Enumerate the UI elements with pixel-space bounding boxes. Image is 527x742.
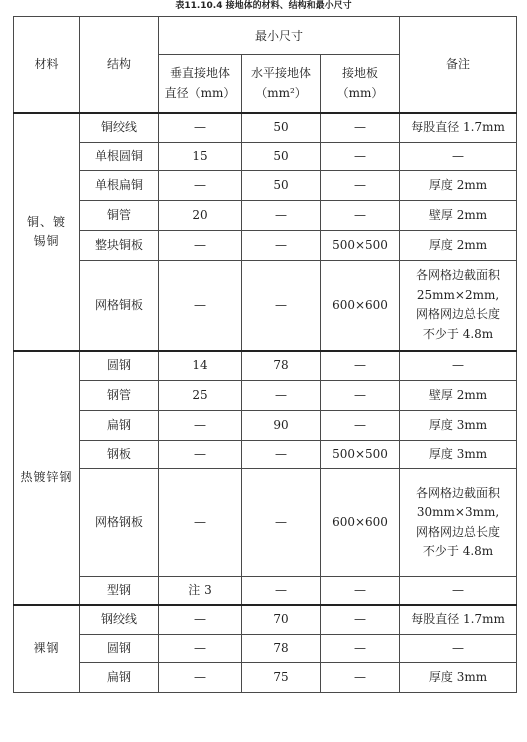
- material-cell: [14, 351, 80, 605]
- remark-line: 壁厚 2mm: [428, 388, 488, 402]
- structure-cell: 圆钢: [80, 351, 159, 381]
- vertical-diameter-cell: 20: [159, 201, 242, 231]
- vertical-diameter-cell: 15: [159, 143, 242, 171]
- grounding-spec-table: [13, 16, 517, 693]
- remark-line: —: [452, 358, 465, 373]
- header-remark: 备注: [400, 17, 517, 113]
- structure-cell: 单根圆铜: [80, 143, 159, 171]
- structure-cell: 网格铜板: [80, 261, 159, 351]
- remark-line: 厚度 2mm: [428, 238, 488, 252]
- remark-line: 厚度 3mm: [428, 418, 488, 432]
- table-row: [14, 441, 517, 469]
- remark-cell: [400, 171, 517, 201]
- structure-cell: 型钢: [80, 577, 159, 605]
- plate-size-cell: 600×600: [321, 469, 400, 577]
- remark-cell: [400, 635, 517, 663]
- horizontal-area-cell: 70: [242, 605, 321, 635]
- plate-size-cell: —: [321, 201, 400, 231]
- remark-cell: [400, 381, 517, 411]
- plate-size-cell: —: [321, 143, 400, 171]
- table-row: [14, 605, 517, 635]
- remark-line: 每股直径 1.7mm: [411, 612, 505, 627]
- table-row: [14, 469, 517, 577]
- horizontal-area-cell: 78: [242, 351, 321, 381]
- plate-size-cell: —: [321, 411, 400, 441]
- horizontal-area-cell: 50: [242, 171, 321, 201]
- material-line1: 裸钢: [33, 641, 60, 656]
- material-cell: [14, 113, 80, 351]
- remark-cell: [400, 231, 517, 261]
- remark-line: 厚度 3mm: [428, 670, 488, 684]
- table-row: [14, 411, 517, 441]
- remark-cell: [400, 577, 517, 605]
- structure-cell: 圆钢: [80, 635, 159, 663]
- structure-cell: 铜绞线: [80, 113, 159, 143]
- remark-line: 不少于 4.8m: [422, 326, 494, 341]
- header-plate-line1: 接地板: [342, 66, 379, 81]
- material-line1: 铜、镀: [26, 214, 66, 229]
- header-vertical-line2: 直径（mm）: [164, 86, 236, 101]
- structure-cell: 钢绞线: [80, 605, 159, 635]
- structure-cell: 整块铜板: [80, 231, 159, 261]
- remark-line: 网格网边总长度: [416, 524, 501, 539]
- structure-cell: 钢板: [80, 441, 159, 469]
- vertical-diameter-cell: —: [159, 441, 242, 469]
- remark-line: 网格网边总长度: [416, 307, 501, 322]
- vertical-diameter-cell: —: [159, 411, 242, 441]
- remark-line: 壁厚 2mm: [428, 208, 488, 222]
- vertical-diameter-cell: 14: [159, 351, 242, 381]
- header-plate-size: [321, 55, 400, 113]
- horizontal-area-cell: 78: [242, 635, 321, 663]
- structure-cell: 网格钢板: [80, 469, 159, 577]
- vertical-diameter-cell: —: [159, 663, 242, 693]
- header-vertical-diameter: [159, 55, 242, 113]
- structure-cell: 铜管: [80, 201, 159, 231]
- horizontal-area-cell: —: [242, 231, 321, 261]
- remark-cell: [400, 261, 517, 351]
- vertical-diameter-cell: 25: [159, 381, 242, 411]
- vertical-diameter-cell: —: [159, 171, 242, 201]
- horizontal-area-cell: 90: [242, 411, 321, 441]
- remark-line: —: [452, 149, 465, 163]
- header-horizontal-area: [242, 55, 321, 113]
- material-line1: 热镀锌钢: [20, 470, 73, 484]
- remark-cell: [400, 663, 517, 693]
- remark-line: —: [452, 582, 465, 597]
- structure-cell: 扁钢: [80, 411, 159, 441]
- header-horizontal-line2: （mm²）: [255, 86, 307, 101]
- remark-line: 厚度 2mm: [428, 178, 488, 192]
- table-row: [14, 663, 517, 693]
- horizontal-area-cell: —: [242, 469, 321, 577]
- table-row: [14, 143, 517, 171]
- horizontal-area-cell: 50: [242, 143, 321, 171]
- header-row-1: [14, 17, 517, 55]
- table-row: [14, 381, 517, 411]
- remark-line: —: [452, 641, 465, 655]
- structure-cell: 扁钢: [80, 663, 159, 693]
- plate-size-cell: —: [321, 605, 400, 635]
- header-min-size: 最小尺寸: [159, 17, 400, 55]
- plate-size-cell: —: [321, 577, 400, 605]
- table-row: [14, 351, 517, 381]
- horizontal-area-cell: 50: [242, 113, 321, 143]
- plate-size-cell: —: [321, 635, 400, 663]
- horizontal-area-cell: —: [242, 201, 321, 231]
- structure-cell: 钢管: [80, 381, 159, 411]
- vertical-diameter-cell: —: [159, 469, 242, 577]
- remark-cell: [400, 113, 517, 143]
- header-material: 材料: [14, 17, 80, 113]
- remark-cell: [400, 469, 517, 577]
- header-vertical-line1: 垂直接地体: [169, 66, 230, 81]
- remark-line: 各网格边截面积: [416, 485, 501, 500]
- plate-size-cell: —: [321, 113, 400, 143]
- remark-line: 各网格边截面积: [416, 268, 501, 283]
- plate-size-cell: 500×500: [321, 441, 400, 469]
- remark-line: 不少于 4.8m: [422, 544, 494, 558]
- header-structure: 结构: [80, 17, 159, 113]
- plate-size-cell: —: [321, 351, 400, 381]
- remark-line: 25mm×2mm,: [416, 287, 500, 302]
- plate-size-cell: 500×500: [321, 231, 400, 261]
- plate-size-cell: —: [321, 381, 400, 411]
- plate-size-cell: —: [321, 171, 400, 201]
- table-caption: 表11.10.4 接地体的材料、结构和最小尺寸: [175, 1, 352, 11]
- table-row: [14, 635, 517, 663]
- material-line2: 锡铜: [33, 233, 60, 248]
- vertical-diameter-cell: —: [159, 231, 242, 261]
- table-row: [14, 577, 517, 605]
- remark-cell: [400, 143, 517, 171]
- structure-cell: 单根扁铜: [80, 171, 159, 201]
- remark-cell: [400, 441, 517, 469]
- horizontal-area-cell: —: [242, 577, 321, 605]
- vertical-diameter-cell: —: [159, 635, 242, 663]
- horizontal-area-cell: —: [242, 441, 321, 469]
- remark-line: 30mm×3mm,: [416, 505, 500, 519]
- remark-line: 厚度 3mm: [428, 447, 488, 461]
- remark-cell: [400, 201, 517, 231]
- header-plate-line2: （mm）: [336, 86, 384, 101]
- header-horizontal-line1: 水平接地体: [250, 66, 311, 81]
- remark-cell: [400, 605, 517, 635]
- horizontal-area-cell: 75: [242, 663, 321, 693]
- remark-cell: [400, 351, 517, 381]
- material-cell: [14, 605, 80, 693]
- plate-size-cell: —: [321, 663, 400, 693]
- table-row: [14, 171, 517, 201]
- table-row: [14, 113, 517, 143]
- remark-cell: [400, 411, 517, 441]
- table-row: [14, 231, 517, 261]
- table-row: [14, 201, 517, 231]
- vertical-diameter-cell: —: [159, 261, 242, 351]
- vertical-diameter-cell: —: [159, 605, 242, 635]
- vertical-diameter-cell: 注 3: [159, 577, 242, 605]
- table-row: [14, 261, 517, 351]
- vertical-diameter-cell: —: [159, 113, 242, 143]
- horizontal-area-cell: —: [242, 381, 321, 411]
- plate-size-cell: 600×600: [321, 261, 400, 351]
- remark-line: 每股直径 1.7mm: [411, 120, 505, 135]
- horizontal-area-cell: —: [242, 261, 321, 351]
